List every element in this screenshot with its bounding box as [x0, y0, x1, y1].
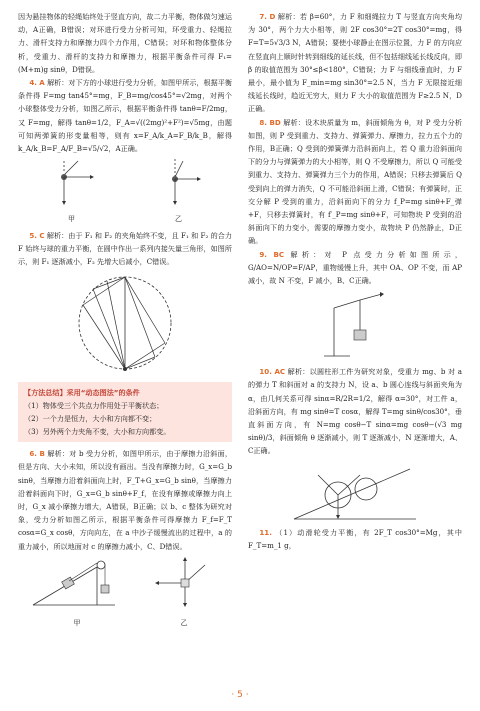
answer-letter: BD: [269, 117, 281, 127]
figure-caption: 乙: [175, 215, 182, 224]
question-number: 6.: [29, 449, 37, 459]
question-5: [18, 229, 232, 269]
figure-q4-jia: [42, 157, 102, 226]
ball-force-diagram: [42, 157, 102, 209]
solution-text: （1）动滑轮受力平衡，有 2F_T cos30°=Mg，其中 F_T=m_1 g，: [248, 527, 462, 550]
cylinder-incline-diagram: [290, 461, 420, 523]
system-force-diagram: [149, 157, 209, 209]
answer-letter: A: [39, 78, 45, 88]
question-number: 7.: [259, 12, 267, 21]
method-summary-item: （3）另外两个力夹角不变，大小和方向都变。: [24, 427, 171, 437]
answer-letter: D: [269, 12, 276, 21]
question-8: [248, 116, 462, 248]
question-number: 10.: [259, 367, 272, 377]
question-number: 5.: [29, 230, 37, 240]
question-7: [248, 10, 462, 116]
whole-body-force-diagram: [149, 555, 219, 613]
circle-vector-diagram: [65, 271, 185, 377]
answer-letter: AC: [274, 367, 286, 377]
solution-text: 解析：以圆柱形工件为研究对象，受重力 mg、b 对 a 的弹力 T 和斜面对 a 的支持力 N，设 a、b 圆心连线与斜面夹角为 α，由几何关系可得 sinα=R/2R=1/2，解得 α=30°，对工件 a，沿斜面方向，有 mg sinθ=T cosα，解得 T=mg sinθ/cos30°，垂直斜面方向，有 N=mg cosθ−T sinα=mg cosθ−(√3 mg sinθ)/3，斜面倾角 θ 逐渐减小，则 T 逐渐减小，N 逐渐增大，A、C正确。: [248, 367, 462, 456]
method-summary-item: （2）一个力是恒力，大小和方向都不变；: [24, 414, 157, 424]
figure-q6: [18, 555, 232, 630]
answer-letter: B: [39, 449, 45, 459]
solution-text: 解析：设木块质量为 m，斜面倾角为 θ，对 P 受力分析如图，则 P 受到重力、支持力、弹簧弹力、摩擦力，拉力五个力的作用，B正确；Q 受到的弹簧弹力沿斜面向上，若 Q 重力沿斜面向下的分力与弹簧弹力的大小相等，则 Q 不受摩擦力，所以 Q 可能受到重力、支持力、弹簧弹力三个力的作用，A错误；只移去弹簧后 Q 受到向上的弹力消失，Q 不可能沿斜面上滑，C错误；有弹簧时，正交分解 P 受到的重力，沿斜面向下的分力 f_P=mg sinθ+F_弹+F，只移去弹簧时，有 f′_P=mg sinθ+F，可知物块 P 受到的沿斜面向下的力变小，需要的摩擦力变小，故物块 P 仍然静止，D正确。: [248, 117, 462, 246]
question-11: [248, 526, 462, 552]
paragraph-continued: 因为悬挂物体的轻绳始终处于竖直方向，故二力平衡，物体做匀速运动，A正确，B错误；对环进行受力分析可知，环受重力、轻绳拉力、滑杆支持力和摩擦力四个力作用，C错误；对环和物体整体分析，受重力、滑杆的支持力和摩擦力，根据平衡条件可得 F₁=(M+m)g sinθ，D错误。: [18, 12, 232, 74]
question-number: 4.: [29, 78, 37, 88]
figure-q6-jia: [31, 555, 123, 630]
question-number: 11.: [259, 527, 272, 537]
question-6: [18, 447, 232, 553]
figure-q4-yi: [149, 157, 209, 226]
solution-text: 解析：由于 F₁ 和 F₂ 的夹角始终不变，且 F₁ 和 F₂ 的合力 F 始终与球的重力平衡，在圆中作出一系列内接矢量三角形，如图所示，则 F₁ 逐渐减小，F₂ 先增大后减小，C错误。: [18, 230, 232, 267]
question-4: [18, 76, 232, 155]
question-number: 9.: [259, 249, 267, 259]
figure-q4: [18, 157, 232, 226]
incline-pulley-diagram: [31, 555, 123, 613]
figure-caption: 甲: [73, 619, 81, 628]
answer-letter: C: [39, 230, 45, 240]
left-column: [18, 10, 232, 632]
solution-text: 解析：若 β=60°，力 F 和细绳拉力 T 与竖直方向夹角均为 30°，两个力大小相等，则 2F cos30°=2T cos30°=mg，得 F=T=5√3/3 N，A错误；要使小球静止在图示位置，力 F 的方向应在竖直向上顺时针转到细线的延长线，但不包括细线延长线反向，即 β 的取值范围为 30°≤β<180°，C错误；力 F 与细线垂直时，力 F 最小，最小值为 F_min=mg sin30°=2.5 N，当力 F 无限接近细线延长线时，趋近无穷大，则力 F 大小的取值范围为 F≥2.5 N，D正确。: [248, 12, 462, 114]
page-number: · 5 ·: [231, 690, 249, 700]
figure-q6-yi: [149, 555, 219, 630]
question-9: [248, 248, 462, 288]
method-summary-title: 【方法总结】采用“动态图法”的条件: [24, 388, 140, 398]
method-summary-box: [18, 382, 232, 442]
question-10: [248, 365, 462, 457]
right-column: [248, 10, 462, 552]
figure-caption: 乙: [180, 619, 188, 628]
pole-pulley-diagram: [320, 290, 390, 362]
solution-text: 解析：对下方的小球进行受力分析，如图甲所示，根据平衡条件得 F=mg tan45°=mg，F_B=mg/cos45°=√2mg，对两个小球整体受力分析，如图乙所示，根据平衡条件得 tanθ=F/2mg，又 F=mg，解得 tanθ=1/2，F_A=√((2mg)²+F²)=√5mg，由题可知两弹簧的形变量相等，则有 x=F_A/k_A=F_B/k_B，解得 k_A/k_B=F_A/F_B=√5/√2，A正确。: [18, 78, 232, 154]
solution-text: 解析：对 P 点受力分析如图所示，G/AO=N/OP=F/AP，重物缓慢上升，其中 OA、OP 不变，而 AP 减小，故 N 不变，F 减小，B、C正确。: [248, 249, 462, 286]
answer-letter: BC: [273, 249, 285, 259]
question-number: 8.: [259, 117, 267, 127]
solution-text: 解析：对 b 受力分析，如图甲所示，由于摩擦力沿斜面，但是方向、大小未知，所以没有画出。当没有摩擦力时，G_x=G_b sinθ，当摩擦力沿着斜面向上时，F_T+G_x=G_b sinθ，当摩擦力沿着斜面向下时，G_x=G_b sinθ+F_f，在没有摩擦或摩擦力向上时，G_x 减小摩擦力增大，A错误，B正确；以 b、c 整体为研究对象，受力分析如图乙所示，根据平衡条件可得摩擦力 F_f=F_T cosα=G_x cosθ，方向向左，在 a 中沙子缓慢流出的过程中，a 的重力减小，所以地面对 c 的摩擦力减小，C、D错误。: [18, 449, 232, 551]
method-summary-item: （1）物体受三个共点力作用处于平衡状态；: [24, 401, 164, 411]
figure-caption: 甲: [68, 215, 75, 224]
